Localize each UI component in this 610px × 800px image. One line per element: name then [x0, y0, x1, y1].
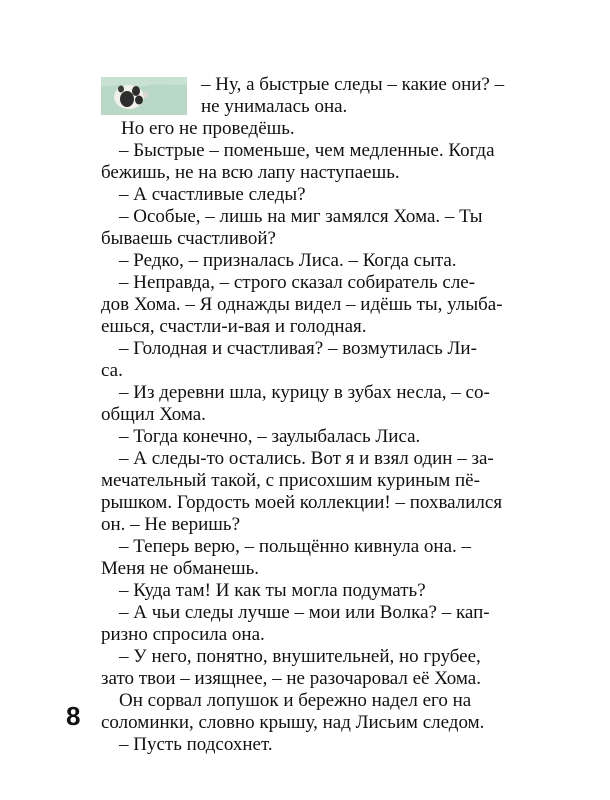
paw-pad: [120, 91, 134, 107]
text-line: – Быстрые – поменьше, чем медленные. Когда: [119, 140, 495, 161]
text-line: – А чьи следы лучше – мои или Волка? – кап-: [119, 602, 490, 623]
text-line: – А следы-то остались. Вот я и взял один – за-: [119, 448, 494, 469]
paw-print-icon: [101, 77, 187, 115]
text-line: са.: [101, 360, 123, 381]
text-line: соломинки, словно крышу, над Лисьим следом.: [101, 712, 485, 733]
text-line: мечательный такой, с присохшим куриным пё-: [101, 470, 480, 491]
text-line: он. – Не веришь?: [101, 514, 241, 535]
text-line: общил Хома.: [101, 404, 206, 425]
text-line: бежишь, не на всю лапу наступаешь.: [101, 162, 400, 183]
text-line: не унималась она.: [201, 96, 348, 117]
text-line: – Теперь верю, – польщённо кивнула она. –: [119, 536, 472, 557]
paw-print-illustration: [101, 77, 187, 115]
text-line: ризно спросила она.: [101, 624, 265, 645]
text-line: Но его не проведёшь.: [121, 118, 295, 139]
text-line: – Голодная и счастливая? – возмутилась Ли-: [119, 338, 477, 359]
text-line: – А счастливые следы?: [119, 184, 306, 205]
text-line: – Из деревни шла, курицу в зубах несла, – со-: [119, 382, 490, 403]
text-line: Меня не обманешь.: [101, 558, 260, 579]
text-line: Он сорвал лопушок и бережно надел его на: [119, 690, 472, 711]
text-line: – Неправда, – строго сказал собиратель сле-: [119, 272, 476, 293]
text-line: ешься, счастли-и-вая и голодная.: [101, 316, 367, 337]
text-line: – Ну, а быстрые следы – какие они? –: [201, 74, 505, 95]
text-line: бываешь счастливой?: [101, 228, 276, 249]
text-line: дов Хома. – Я однажды видел – идёшь ты, улыба-: [101, 294, 503, 315]
text-line: – Тогда конечно, – заулыбалась Лиса.: [119, 426, 421, 447]
text-line: – Особые, – лишь на миг замялся Хома. – Ты: [119, 206, 483, 227]
text-line: рышком. Гордость моей коллекции! – похвалился: [101, 492, 503, 513]
text-line: – У него, понятно, внушительней, но грубее,: [119, 646, 481, 667]
text-line: зато твои – изящнее, – не разочаровал её Хома.: [101, 668, 481, 689]
text-line: – Редко, – призналась Лиса. – Когда сыта.: [119, 250, 457, 271]
text-line: – Пусть подсохнет.: [119, 734, 273, 755]
text-line: – Куда там! И как ты могла подумать?: [119, 580, 426, 601]
page-number: 8: [66, 701, 81, 731]
